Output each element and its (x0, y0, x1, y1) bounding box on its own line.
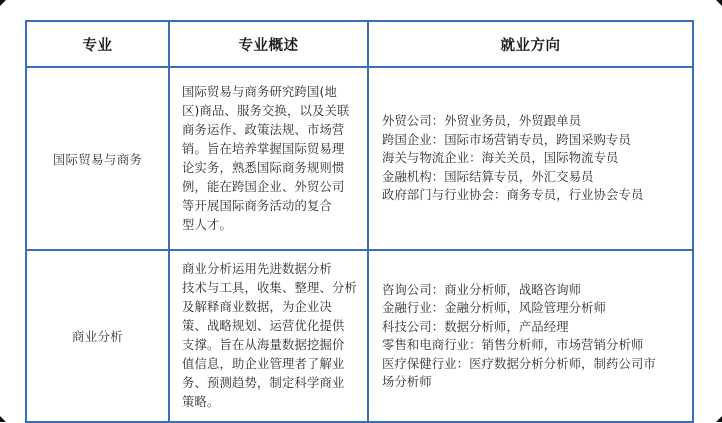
header-major: 专业 (26, 21, 169, 67)
career-directions (368, 250, 693, 422)
career-line: 咨询公司：商业分析师，战略咨询师 (382, 282, 582, 297)
major-overview (169, 67, 368, 250)
career-line: 金融机构：国际结算专员，外汇交易员 (382, 169, 594, 184)
header-careers: 就业方向 (368, 21, 693, 67)
overview-line: 商业分析运用先进数据分析 (182, 262, 332, 276)
overview-line: 支撑。旨在从海量数据挖掘价 (182, 338, 345, 352)
overview-line: 论实务，熟悉国际商务规则惯 (182, 160, 345, 175)
career-line: 海关与物流企业：海关关员，国际物流专员 (382, 151, 619, 166)
career-line: 跨国企业：国际市场营销专员，跨国采购专员 (382, 132, 631, 147)
table-header (26, 21, 693, 67)
overview-line: 型人才。 (182, 217, 232, 232)
table-row (26, 250, 693, 422)
overview-line: 例，能在跨国企业、外贸公司 (182, 179, 345, 194)
overview-line: 策、战略规划、运营优化提供 (182, 319, 345, 333)
overview-line: 商务运作、政策法规、市场营 (182, 122, 345, 137)
overview-line: 策略。 (182, 395, 220, 409)
corner-mark-top-right (716, 0, 722, 6)
major-overview (169, 250, 368, 422)
overview-line: 务、预测趋势，制定科学商业 (182, 376, 345, 390)
career-line: 医疗保健行业：医疗数据分析分析师，制药公司市 (382, 356, 656, 371)
corner-mark-bottom-right (716, 416, 722, 422)
overview-line: 值信息，助企业管理者了解业 (182, 357, 345, 371)
overview-line: 技术与工具，收集、整理、分析 (182, 281, 357, 295)
overview-line: 等开展国际商务活动的复合 (182, 198, 332, 213)
majors-table (25, 20, 694, 423)
major-name: 商业分析 (26, 250, 169, 422)
career-line: 外贸公司：外贸业务员，外贸跟单员 (382, 114, 582, 129)
overview-line: 区)商品、服务交换，以及关联 (182, 103, 350, 118)
overview-line: 国际贸易与商务研究跨国(地 (182, 84, 337, 99)
overview-line: 销。旨在培养掌握国际贸易理 (182, 141, 345, 156)
career-line: 场分析师 (382, 375, 432, 389)
header-overview: 专业概述 (169, 21, 368, 67)
career-line: 零售和电商行业：销售分析师，市场营销分析师 (382, 338, 644, 352)
corner-mark-bottom-left (0, 416, 6, 422)
header-row (26, 21, 693, 67)
overview-line: 及解释商业数据，为企业决 (182, 300, 332, 314)
career-line: 金融行业：金融分析师，风险管理分析师 (382, 301, 607, 315)
table-body (26, 67, 693, 422)
career-directions (368, 67, 693, 250)
corner-mark-top-left (0, 0, 6, 6)
major-name: 国际贸易与商务 (26, 67, 169, 250)
career-line: 政府部门与行业协会：商务专员，行业协会专员 (382, 188, 644, 203)
table-row (26, 67, 693, 250)
career-line: 科技公司：数据分析师，产品经理 (382, 319, 569, 334)
